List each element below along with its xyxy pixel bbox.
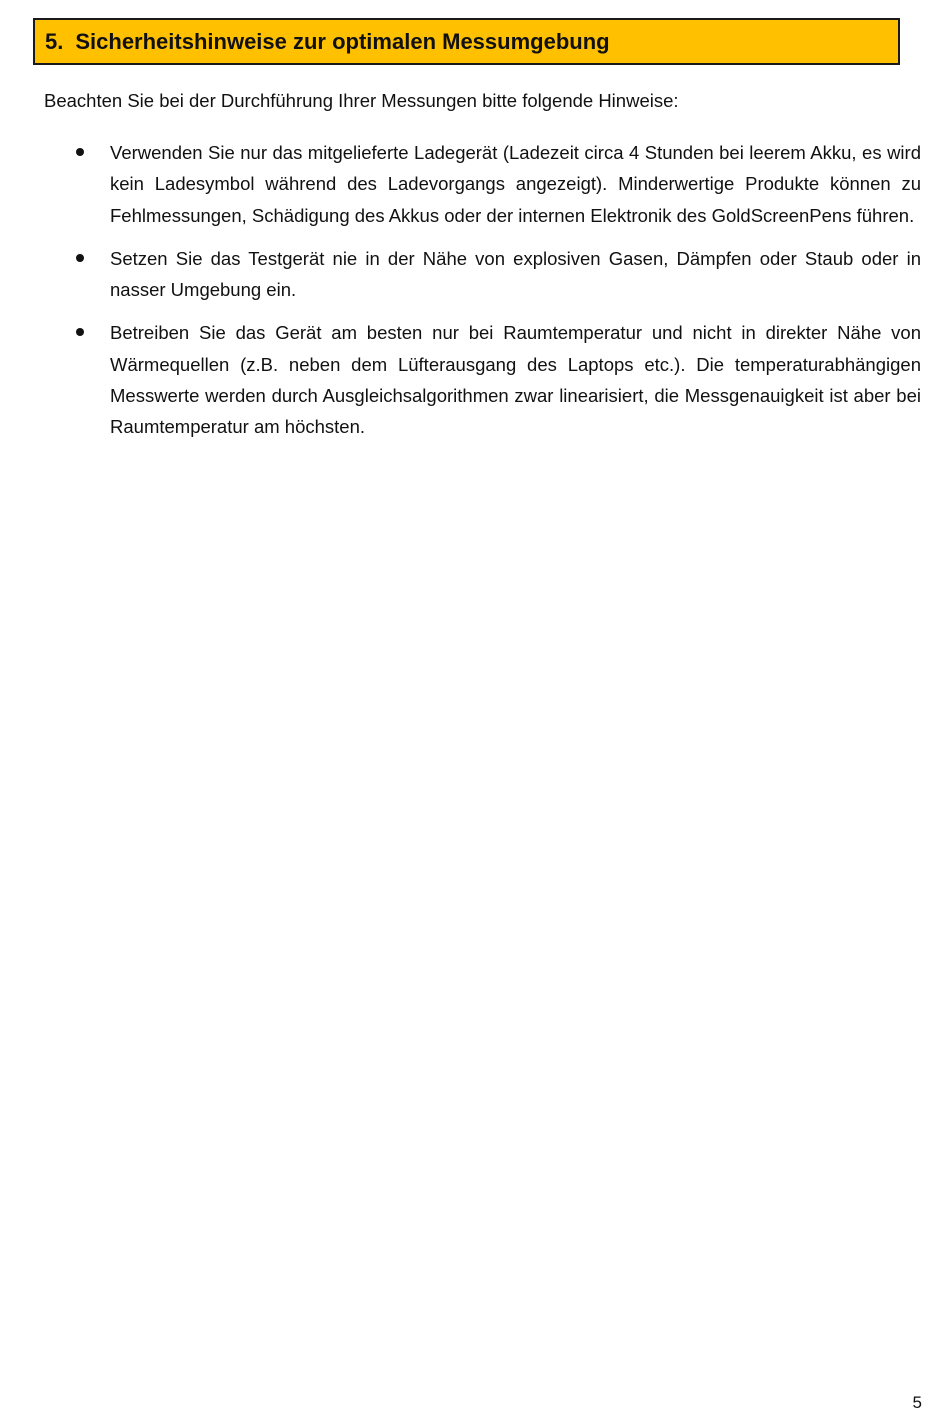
list-item-text: Setzen Sie das Testgerät nie in der Nähe von explosiven Gasen, Dämpfen oder Staub oder in nasser Umgebung ein.: [110, 247, 921, 301]
bullet-icon: [76, 328, 84, 336]
page-number: 5: [912, 1393, 922, 1412]
list-item: [44, 317, 921, 442]
section-title: Sicherheitshinweise zur optimalen Messumgebung: [75, 28, 610, 54]
bullet-icon: [76, 148, 84, 156]
list-item-text: Verwenden Sie nur das mitgelieferte Ladegerät (Ladezeit circa 4 Stunden bei leerem Akku, es wird kein Ladesymbol während des Ladevorgangs angezeigt). Minderwertige Produkte können zu Fehlmessungen, Schädigung des Akkus oder der internen Elektronik des GoldScreenPens führen.: [110, 142, 921, 226]
list-item: [44, 243, 921, 306]
list-item: [44, 137, 921, 231]
section-heading: [33, 18, 900, 65]
intro-paragraph: Beachten Sie bei der Durchführung Ihrer Messungen bitte folgende Hinweise:: [44, 90, 679, 111]
bullet-icon: [76, 254, 84, 262]
section-number: 5.: [45, 28, 64, 54]
list-item-text: Betreiben Sie das Gerät am besten nur bei Raumtemperatur und nicht in direkter Nähe von Wärmequellen (z.B. neben dem Lüfterausgang des Laptops etc.). Die temperaturabhängigen Messwerte werden durch Ausgleichsalgorithmen zwar linearisiert, die Messgenauigkeit ist aber bei Raumtemperatur am höchsten.: [110, 322, 921, 438]
safety-notes-list: [44, 137, 921, 455]
